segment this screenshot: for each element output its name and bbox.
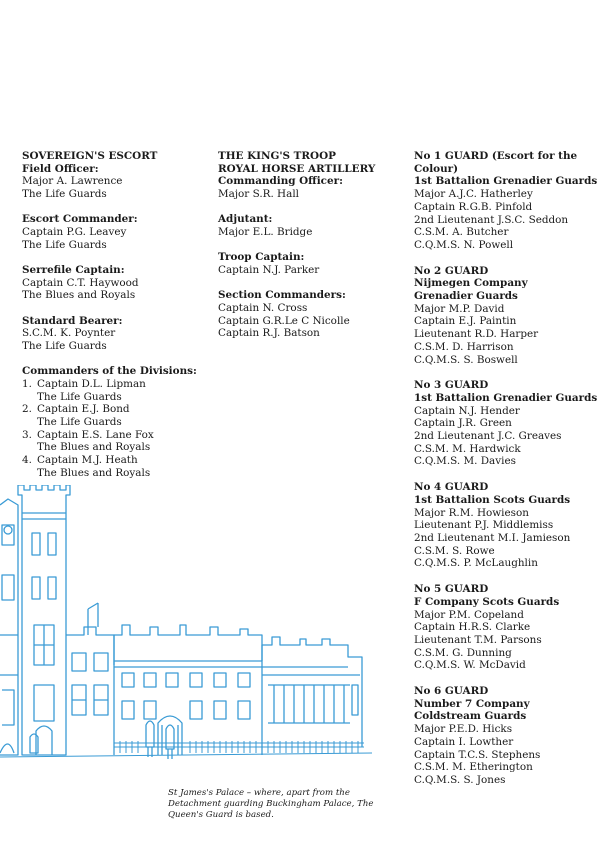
section-commanders-section	[218, 289, 403, 340]
guard-heading: 1st Battalion Scots Guards	[414, 493, 571, 506]
guard-heading: Nijmegen Company	[414, 277, 528, 290]
entry-line: Captain N.J. Parker	[218, 263, 320, 276]
guard-heading: Number 7 Company	[414, 697, 530, 710]
guard-heading: No 4 GUARD	[414, 481, 489, 494]
divisions-section	[22, 365, 202, 479]
entry-line: Major P.E.D. Hicks	[414, 723, 513, 736]
list-item	[22, 454, 202, 479]
palace-illustration	[0, 485, 372, 785]
entry-line: Captain C.T. Haywood	[22, 276, 139, 289]
entry-line: Major A. Lawrence	[22, 175, 123, 188]
entry-line: Captain N. Cross	[218, 301, 308, 314]
guard-6-section	[414, 685, 594, 787]
item-unit: The Life Guards	[37, 390, 122, 403]
gatehouse	[66, 603, 114, 755]
entry-line: Lieutenant T.M. Parsons	[414, 633, 542, 646]
entry-line: C.S.M. S. Rowe	[414, 544, 495, 557]
entry-line: C.S.M. D. Harrison	[414, 340, 514, 353]
list-item	[22, 403, 202, 428]
guard-5-section	[414, 583, 594, 672]
troop-captain-section	[218, 251, 403, 276]
item-name: Captain E.J. Bond	[37, 403, 130, 416]
entry-line: Captain T.C.S. Stephens	[414, 748, 541, 761]
section-heading: Adjutant:	[218, 213, 273, 226]
guard-heading: 1st Battalion Grenadier Guards	[414, 391, 598, 404]
section-heading: Field Officer:	[22, 162, 99, 175]
entry-line: Major S.R. Hall	[218, 188, 299, 201]
entry-line: 2nd Lieutenant J.S.C. Seddon	[414, 213, 569, 226]
guard-2-section	[414, 265, 594, 367]
guard-heading: Coldstream Guards	[414, 710, 527, 723]
section-heading: Serrefile Captain:	[22, 263, 125, 276]
entry-line: Captain J.R. Green	[414, 417, 512, 430]
guard-heading: No 3 GUARD	[414, 379, 489, 392]
section-heading: Commanding Officer:	[218, 175, 343, 188]
entry-line: Captain N.J. Hender	[414, 404, 520, 417]
entry-line: C.Q.M.S. W. McDavid	[414, 659, 526, 672]
guard-4-section	[414, 481, 594, 570]
entry-line: Captain R.J. Batson	[218, 327, 320, 340]
guard-heading: No 2 GUARD	[414, 264, 489, 277]
guard-heading: No 5 GUARD	[414, 583, 489, 596]
item-name: Captain D.L. Lipman	[37, 377, 146, 390]
item-number: 4.	[22, 454, 32, 467]
entry-line: Major A.J.C. Hatherley	[414, 188, 533, 201]
entry-line: Captain P.G. Leavey	[22, 226, 127, 239]
list-item	[22, 378, 202, 403]
divisions-list	[22, 378, 202, 480]
entry-line: C.S.M. A. Butcher	[414, 226, 509, 239]
section-heading: Commanders of the Divisions:	[22, 365, 197, 378]
entry-line: C.S.M. G. Dunning	[414, 646, 512, 659]
left-column	[22, 150, 202, 492]
item-name: Captain M.J. Heath	[37, 454, 138, 467]
entry-line: C.S.M. M. Etherington	[414, 761, 533, 774]
entry-line: 2nd Lieutenant M.I. Jamieson	[414, 531, 571, 544]
section-title: THE KING'S TROOP	[218, 150, 336, 162]
guard-heading: Grenadier Guards	[414, 290, 518, 303]
guard-heading: F Company Scots Guards	[414, 595, 560, 608]
standard-bearer-section	[22, 315, 202, 353]
section-title: ROYAL HORSE ARTILLERY	[218, 162, 376, 175]
guard-3-section	[414, 379, 598, 468]
tower	[18, 485, 70, 755]
entry-line: C.Q.M.S. S. Boswell	[414, 353, 518, 366]
right-range	[262, 637, 362, 747]
guard-heading: No 1 GUARD (Escort for the Colour)	[414, 150, 578, 175]
entry-line: Captain E.J. Paintin	[414, 315, 517, 328]
escort-commander-section	[22, 213, 202, 251]
section-title: SOVEREIGN'S ESCORT	[22, 150, 158, 162]
entry-line: C.Q.M.S. N. Powell	[414, 238, 514, 251]
entry-line: The Life Guards	[22, 188, 107, 201]
entry-line: Captain R.G.B. Pinfold	[414, 200, 533, 213]
section-heading: Standard Bearer:	[22, 314, 123, 327]
right-column	[414, 150, 598, 800]
entry-line: C.Q.M.S. S. Jones	[414, 773, 506, 786]
entry-line: Major M.P. David	[414, 302, 505, 315]
section-heading: Escort Commander:	[22, 213, 138, 226]
adjutant-section	[218, 213, 403, 238]
item-unit: The Blues and Royals	[37, 466, 151, 479]
entry-line: S.C.M. K. Poynter	[22, 327, 116, 340]
sovereigns-escort-section	[22, 150, 202, 201]
entry-line: Captain I. Lowther	[414, 735, 514, 748]
entry-line: Lieutenant R.D. Harper	[414, 328, 539, 341]
serrefile-captain-section	[22, 264, 202, 302]
guard-heading: 1st Battalion Grenadier Guards	[414, 175, 598, 188]
item-number: 1.	[22, 377, 32, 390]
entry-line: The Life Guards	[22, 238, 107, 251]
item-name: Captain E.S. Lane Fox	[37, 428, 154, 441]
entry-line: Major R.M. Howieson	[414, 506, 529, 519]
section-heading: Section Commanders:	[218, 289, 346, 302]
left-wing	[0, 499, 18, 755]
section-heading: Troop Captain:	[218, 251, 305, 264]
entry-line: Major P.M. Copeland	[414, 608, 524, 621]
entry-line: The Life Guards	[22, 339, 107, 352]
item-number: 3.	[22, 428, 32, 441]
item-unit: The Life Guards	[37, 415, 122, 428]
guard-heading: No 6 GUARD	[414, 685, 489, 698]
item-number: 2.	[22, 403, 32, 416]
illustration-caption: St James's Palace – where, apart from the Detachment guarding Buckingham Palace, The Queen's Guard is based.	[168, 788, 374, 820]
entry-line: Major E.L. Bridge	[218, 226, 313, 239]
entry-line: 2nd Lieutenant J.C. Greaves	[414, 430, 562, 443]
entry-line: Lieutenant P.J. Middlemiss	[414, 519, 554, 532]
central-range	[114, 625, 262, 755]
entry-line: The Blues and Royals	[22, 289, 136, 302]
item-unit: The Blues and Royals	[37, 441, 151, 454]
middle-column	[218, 150, 403, 352]
entry-line: Captain G.R.Le C Nicolle	[218, 314, 350, 327]
entry-line: C.S.M. M. Hardwick	[414, 442, 521, 455]
kings-troop-section	[218, 150, 403, 201]
guard-1-section	[414, 150, 598, 252]
list-item	[22, 429, 202, 454]
entry-line: Captain H.R.S. Clarke	[414, 621, 531, 634]
entry-line: C.Q.M.S. M. Davies	[414, 455, 516, 468]
entry-line: C.Q.M.S. P. McLaughlin	[414, 557, 538, 570]
